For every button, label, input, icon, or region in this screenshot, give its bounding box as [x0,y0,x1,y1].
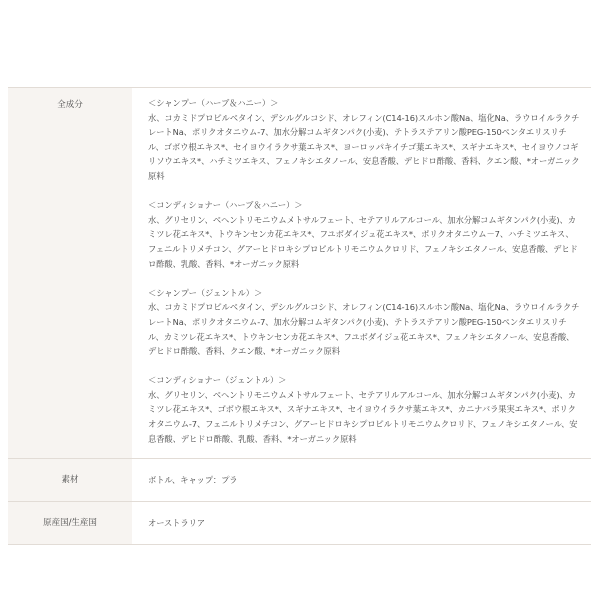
ingredient-text: 水、グリセリン、ベヘントリモニウムメトサルフェート、セテアリルアルコール、加水分解コムギタンパク(小麦)、カミツレ花エキス*、トウキンセンカ花エキス*、フユボダイジュ花エキス*、ポリクオタニウム－7、ハチミツエキス、フェニルトリメチコン、グアーヒドロキシプロピルトリモニウムクロリド、フェノキシエタノール、安息香酸、デヒドロ酢酸、乳酸、香料、*オーガニック原料 [148,214,578,269]
origin-label: 原産国/生産国 [8,502,132,544]
ingredients-row [8,88,591,459]
ingredient-title: ＜コンディショナー（ジェントル）＞ [148,375,287,386]
ingredient-block-shampoo-gentle [148,286,581,359]
origin-value: オーストラリア [148,517,205,528]
ingredient-text: 水、グリセリン、ベヘントリモニウムメトサルフェート、セテアリルアルコール、加水分解コムギタンパク(小麦)、カミツレ花エキス*、ゴボウ根エキス*、スギナエキス*、セイヨウイラクサ葉エキス*、カニナバラ果実エキス*、ポリクオタニウム-7、フェニルトリメチコン、グアーヒドロキシプロピルトリモニウムクロリド、フェノキシエタノール、安息香酸、デヒドロ酢酸、乳酸、香料、*オーガニック原料 [148,389,578,444]
product-spec-table [8,87,591,545]
material-row [8,459,591,502]
ingredient-text: 水、コカミドプロピルベタイン、デシルグルコシド、オレフィン(C14-16)スルホン酸Na、塩化Na、ラウロイルラクチレートNa、ポリクオタニウム-7、加水分解コムギタンパク(小麦)、テトラステアリン酸PEG-150ペンタエリスリチル、カミツレ花エキス*、トウキンセンカ花エキス*、フユボダイジュ花エキス*、フェノキシエタノール、安息香酸、デヒドロ酢酸、香料、クエン酸、*オーガニック原料 [148,302,580,357]
ingredient-block-conditioner-gentle [148,373,581,446]
ingredient-block-shampoo-herb-honey [148,96,581,184]
ingredient-title: ＜シャンプー（ジェントル）＞ [148,287,263,298]
ingredient-title: ＜シャンプー（ハーブ＆ハニー）＞ [148,98,279,108]
origin-row [8,502,591,545]
ingredients-value [132,88,591,458]
ingredients-label: 全成分 [8,88,132,458]
ingredient-title: ＜コンディショナー（ハーブ＆ハニー）＞ [148,200,303,211]
ingredient-block-conditioner-herb-honey [148,198,581,271]
ingredient-text: 水、コカミドプロピルベタイン、デシルグルコシド、オレフィン(C14-16)スルホン酸Na、塩化Na、ラウロイルラクチレートNa、ポリクオタニウム-7、加水分解コムギタンパク(小麦)、テトラステアリン酸PEG-150ペンタエリスリチル、ゴボウ根エキス*、セイヨウイラクサ葉エキス*、ヨーロッパキイチゴ葉エキス*、スギナエキス*、セイヨウノコギリソウエキス*、ハチミツエキス、フェノキシエタノール、安息香酸、デヒドロ酢酸、香料、クエン酸、*オーガニック原料 [148,112,580,181]
material-value: ボトル、キャップ：プラ [148,474,238,485]
material-label: 素材 [8,459,132,501]
